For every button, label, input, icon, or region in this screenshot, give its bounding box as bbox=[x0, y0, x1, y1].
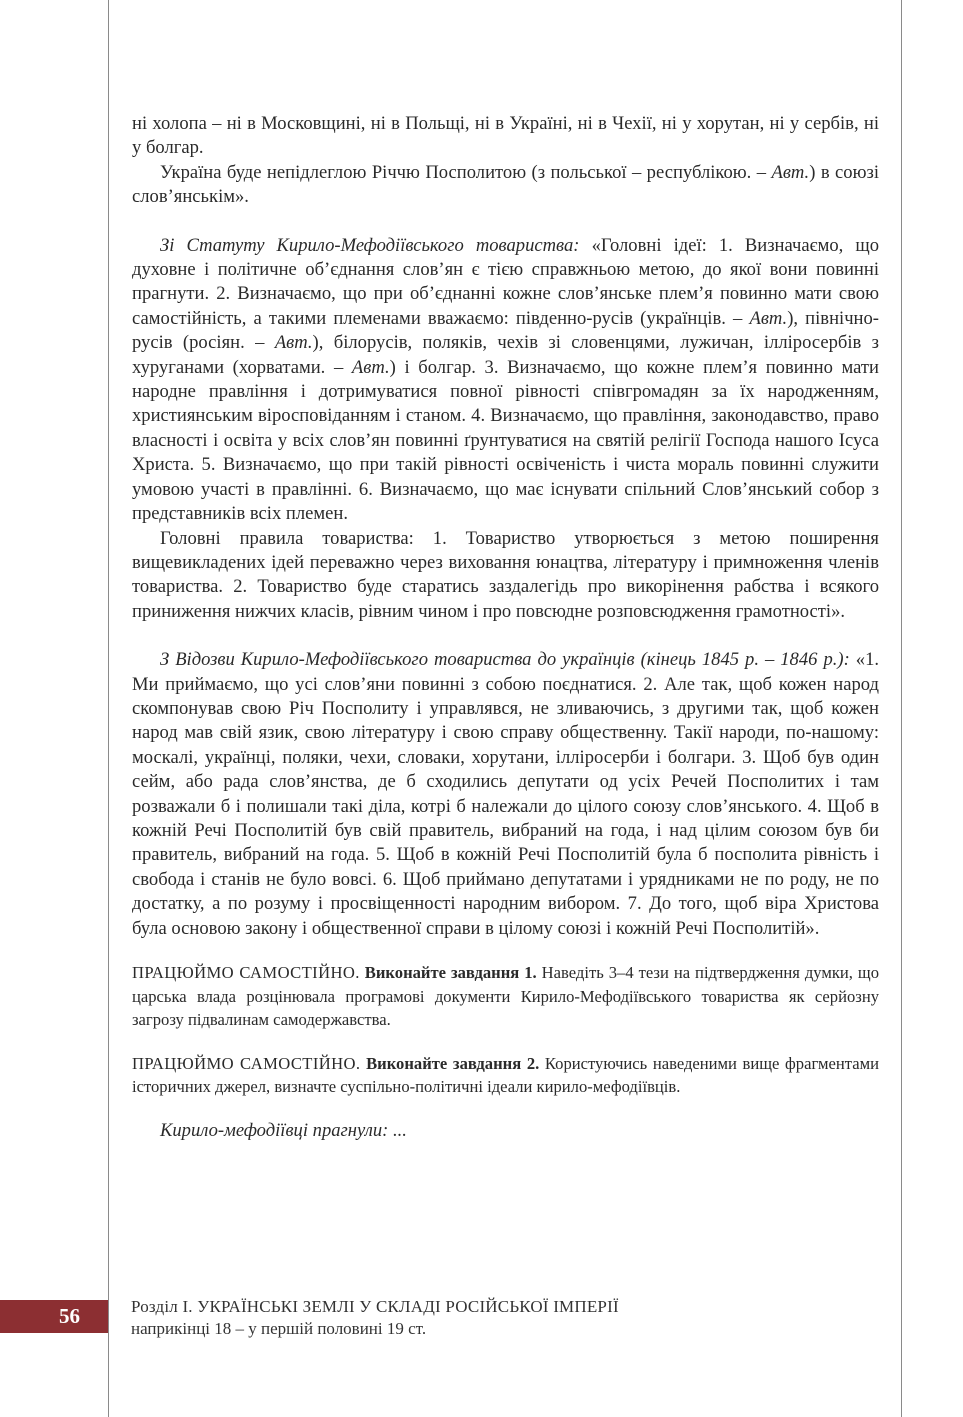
paragraph-2-text-c: ) в союзі слов’янськім». bbox=[132, 161, 879, 208]
statute-text-g: ) і болгар. 3. Визначаємо, що кожне плем’я повинно мати народне правління і дотримуватися повної рівності співгромадян за їх народженням, християнським віросповіданням і станом. 4. Визначаємо, що правління, законодавство, право власності і освіта у всіх слов’ян повинні ґрунтуватися на святій релігії Господа нашого Ісуса Христа. 5. Визначаємо, що при такій рівності освіченість і чиста мораль повинні служити умовою участі в правлінні. 6. Визначаємо, що має існувати спільний Слов’янський собор з представників всіх племен. bbox=[132, 356, 879, 525]
statute-text-e: ), білорусів, поляків, чехів зі словенцями, лужичан, ілліросербів з хуруганами (хорватами. – bbox=[132, 332, 880, 378]
abbrev-avt: Авт. bbox=[351, 356, 390, 378]
statute-text-c: ), північно-русів (росіян. – bbox=[132, 307, 879, 354]
page-body bbox=[132, 112, 879, 1143]
task-1-label: Виконайте завдання 1. bbox=[364, 963, 537, 982]
answer-prompt: Кирило-мефодіївці прагнули: ... bbox=[160, 1119, 407, 1141]
task-1-text: Наведіть 3–4 тези на підтвердження думки, що царська влада розцінювала програмові документи Кирило-Мефодіївського товариства як серйозну загрозу підвалинам самодержавства. bbox=[132, 963, 880, 1029]
paragraph-2 bbox=[132, 161, 879, 210]
abbrev-avt: Авт. bbox=[749, 307, 788, 329]
task-1 bbox=[132, 961, 879, 1032]
statute-text-a: «Головні ідеї: 1. Визначаємо, що духовне і політичне об’єднання слов’ян є тією справжньою метою, до якої вони повинні прагнути. 2. Визначаємо, що при об’єднанні кожне слов’янське плем’я повинно мати свою самостійність, а такими племенами вважаємо: південно-русів (українців. – bbox=[132, 234, 879, 329]
task-2 bbox=[132, 1052, 879, 1099]
appeal-paragraph bbox=[132, 648, 879, 941]
paragraph-1: ні холопа – ні в Московщині, ні в Польщі, ні в Україні, ні в Чехії, ні у хорутан, ні у сербів, ні у болгар. bbox=[132, 113, 879, 159]
appeal-text: «1. Ми приймаємо, що усі слов’яни повинні з собою поєднатися. 2. Але так, щоб кожен народ скомпонував свою Річ Посполиту і управлявся, не зливаючись, з другими так, щоб кожен народ мав свій язик, свою літературу і свою справу общественну. Такії народи, по-нашому: москалі, українці, поляки, чехи, словаки, хорутани, іллiросерби і болгари. 3. Щоб був один сейм, або рада слов’янства, де б сходились депутати од усіх Речей Посполитих і там розважали б і полишали такі діла, котрі б належали до цілого союзу слов’янського. 4. Щоб в кожній Речі Посполитій був свій правитель, вибраний на года, і над цілим союзом був би правитель, вибраний на года. 5. Щоб в кожній Речі Посполитій була б посполита рівність і свобода і станів не було вовсі. 6. Щоб приймано депутатами і урядниками не по роду, не по достатку, а по розуму і просвіщенності народним вибором. 7. До того, щоб віра Христова була основою закону і общественної справи в цілому союзі і кожній Речі Посполитій». bbox=[132, 649, 880, 939]
paragraph-2-text-a: Україна буде непідлеглою Річчю Посполитою (з польської – республікою. – bbox=[160, 161, 772, 183]
left-margin-rule bbox=[108, 0, 109, 1417]
appeal-source-title: З Відозви Кирило-Мефодіївського товариства до українців (кінець 1845 р. – 1846 р.): bbox=[160, 649, 850, 671]
section-subtitle: наприкінці 18 – у першій половині 19 ст. bbox=[131, 1319, 427, 1338]
page-number: 56 bbox=[59, 1304, 80, 1328]
statute-paragraph bbox=[132, 234, 879, 527]
running-footer bbox=[131, 1296, 891, 1340]
section-title: Розділ І. УКРАЇНСЬКІ ЗЕМЛІ У СКЛАДІ РОСІЙСЬКОЇ ІМПЕРІЇ bbox=[131, 1297, 619, 1316]
statute-source-title: Зі Статуту Кирило-Мефодіївського товариства: bbox=[160, 234, 580, 256]
task-1-heading: ПРАЦЮЙМО САМОСТІЙНО. bbox=[132, 963, 360, 982]
task-2-heading: ПРАЦЮЙМО САМОСТІЙНО. bbox=[132, 1053, 361, 1073]
right-margin-rule bbox=[901, 0, 902, 1417]
page-number-badge bbox=[0, 1300, 108, 1333]
abbrev-avt: Авт. bbox=[274, 332, 313, 354]
rules-paragraph: Головні правила товариства: 1. Товариство утворюється з метою поширення вищевикладених ідей переважно через виховання юнацтва, літературу і примноження членів товариства. 2. Товариство буде старатись заздалегідь про викорінення рабства і всякого приниження нижчих класів, рівним чином і про повсюдне розповсюдження грамотності». bbox=[132, 527, 879, 622]
task-2-text: Користуючись наведеними вище фрагментами історичних джерел, визначте суспільно-політичні ідеали кирило-мефодіївців. bbox=[132, 1053, 879, 1096]
task-2-label: Виконайте завдання 2. bbox=[366, 1053, 540, 1073]
abbrev-avt: Авт. bbox=[771, 161, 810, 183]
